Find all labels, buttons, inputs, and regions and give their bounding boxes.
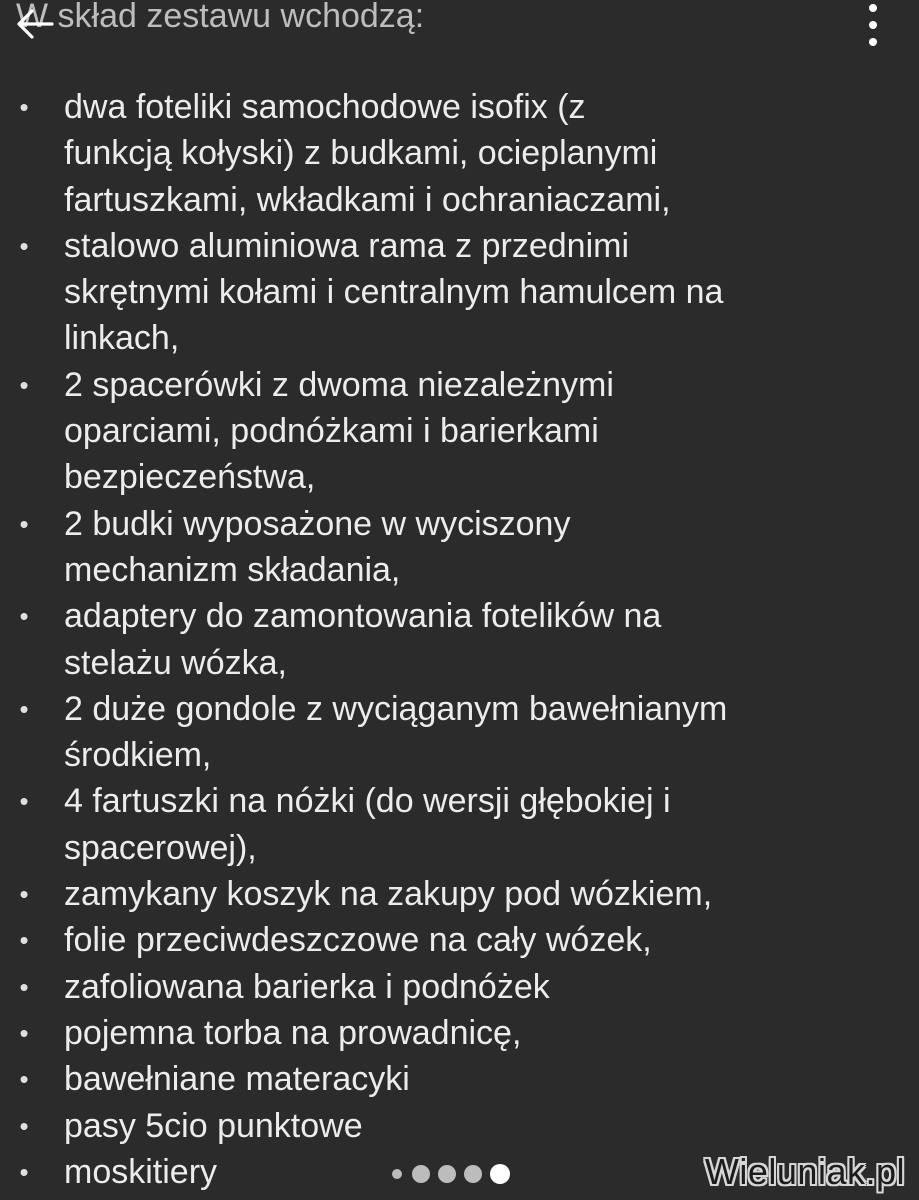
list-item-text: 2 budki wyposażone w wyciszony mechanizm składania, bbox=[64, 504, 571, 589]
bullet-icon: • bbox=[19, 1017, 29, 1048]
list-item-text: pasy 5cio punktowe bbox=[64, 1106, 363, 1145]
list-item bbox=[0, 501, 919, 594]
bullet-icon: • bbox=[19, 601, 29, 632]
list-item-text: bawełniane materacyki bbox=[64, 1060, 410, 1099]
more-vertical-icon[interactable] bbox=[858, 0, 888, 56]
list-item-text: adaptery do zamontowania fotelików na stelażu wózka, bbox=[64, 597, 662, 682]
list-item bbox=[0, 84, 919, 223]
list-item-text: 2 spacerówki z dwoma niezależnymi oparciami, podnóżkami i barierkami bezpieczeństwa, bbox=[64, 365, 614, 497]
bullet-icon: • bbox=[19, 971, 29, 1002]
list-item-text: dwa foteliki samochodowe isofix (z funkcją kołyski) z budkami, ocieplanymi fartuszkami, wkładkami i ochraniaczami, bbox=[64, 88, 671, 219]
page-title: W skład zestawu wchodzą: bbox=[16, 0, 425, 35]
back-arrow-icon[interactable] bbox=[12, 6, 56, 42]
equipment-list bbox=[0, 84, 919, 1195]
list-item-text: moskitiery bbox=[64, 1152, 218, 1191]
page-dot-1[interactable] bbox=[392, 1169, 402, 1179]
bullet-icon: • bbox=[19, 1110, 29, 1141]
list-item-text: 4 fartuszki na nóżki (do wersji głębokiej i spacerowej), bbox=[64, 782, 671, 867]
list-item-text: zamykany koszyk na zakupy pod wózkiem, bbox=[64, 875, 713, 914]
bullet-icon: • bbox=[19, 369, 29, 400]
list-item bbox=[0, 1103, 919, 1149]
list-item-text: 2 duże gondole z wyciąganym bawełnianym środkiem, bbox=[64, 689, 728, 775]
list-item bbox=[0, 917, 919, 963]
list-item bbox=[0, 778, 919, 871]
bullet-icon: • bbox=[19, 92, 29, 122]
list-item bbox=[0, 1056, 919, 1102]
bullet-icon: • bbox=[19, 1156, 29, 1187]
list-item-text: zafoliowana barierka i podnóżek bbox=[64, 967, 550, 1006]
list-item bbox=[0, 223, 919, 362]
page-dot-4[interactable] bbox=[464, 1165, 482, 1183]
list-item bbox=[0, 362, 919, 501]
list-item bbox=[0, 593, 919, 686]
page-dot-5-active[interactable] bbox=[490, 1164, 510, 1184]
page-dot-3[interactable] bbox=[438, 1165, 456, 1183]
list-item bbox=[0, 1010, 919, 1056]
bullet-icon: • bbox=[19, 508, 29, 539]
list-item bbox=[0, 964, 919, 1010]
bullet-icon: • bbox=[19, 925, 29, 956]
watermark-logo: Wieluniak.pl bbox=[704, 1151, 905, 1192]
bullet-icon: • bbox=[19, 1064, 29, 1095]
list-item-text: folie przeciwdeszczowe na cały wózek, bbox=[64, 921, 652, 960]
list-item-text: pojemna torba na prowadnicę, bbox=[64, 1013, 522, 1052]
page-dot-2[interactable] bbox=[412, 1165, 430, 1183]
page-indicator[interactable] bbox=[392, 1161, 510, 1187]
bullet-icon: • bbox=[19, 230, 29, 261]
list-item-text: stalowo aluminiowa rama z przednimi skrętnymi kołami i centralnym hamulcem na linkach, bbox=[64, 226, 724, 358]
bullet-icon: • bbox=[19, 693, 29, 724]
list-item bbox=[0, 871, 919, 917]
bullet-icon: • bbox=[19, 786, 29, 817]
list-item bbox=[0, 686, 919, 779]
bullet-icon: • bbox=[19, 879, 29, 910]
